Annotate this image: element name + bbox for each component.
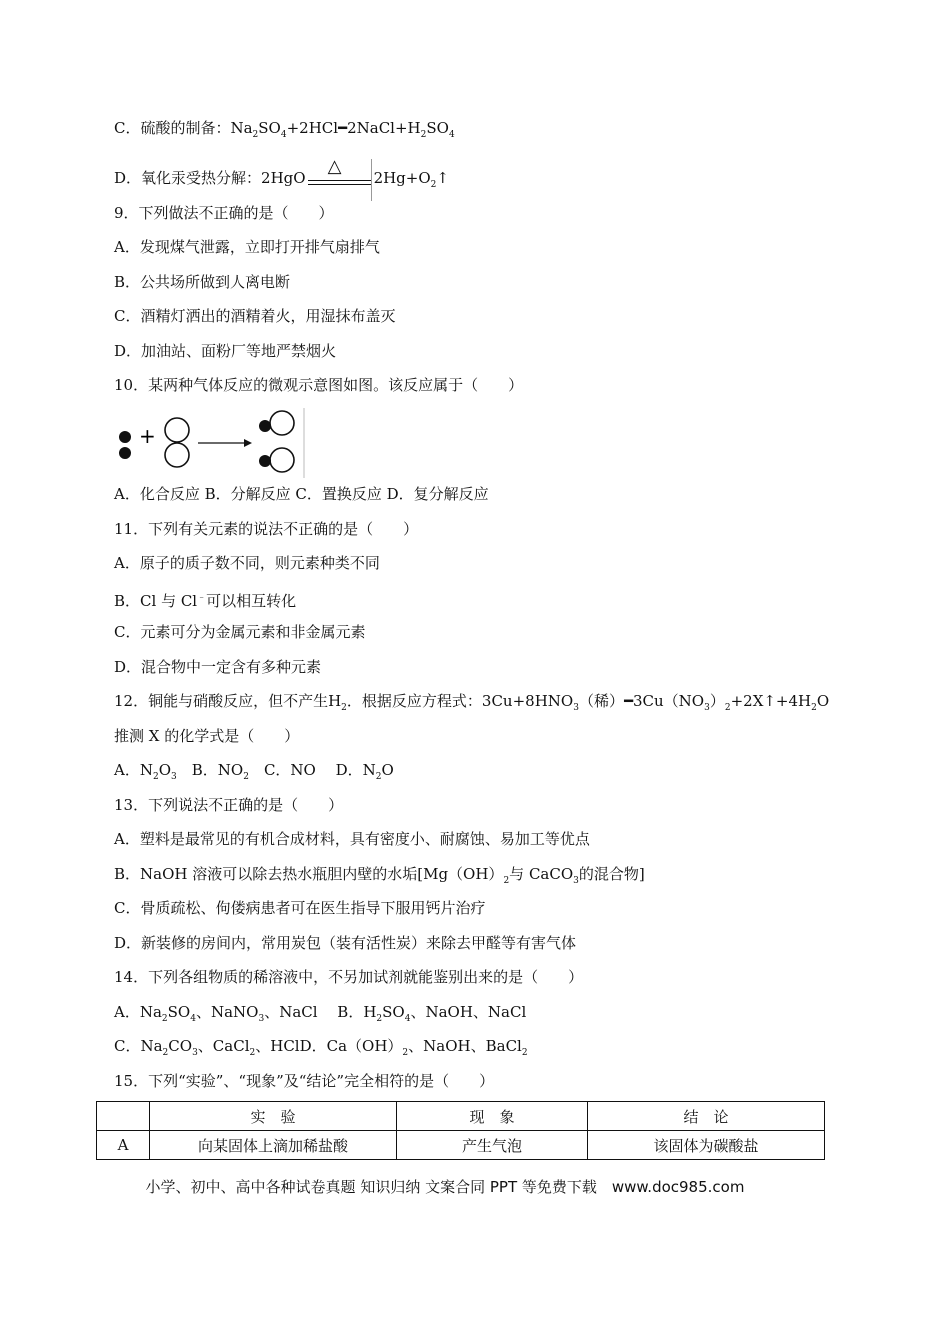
table-cell: 向某固体上滴加稀盐酸 [150,1131,397,1160]
q9-option-d: D．加油站、面粉厂等地严禁烟火 [114,342,337,360]
q13-option-a: A．塑料是最常见的有机合成材料，具有密度小、耐腐蚀、易加工等优点 [114,830,590,848]
q12-stem: 12．铜能与硝酸反应，但不产生$H_2$．根据反应方程式：$3Cu+8HNO_3$（稀）$━3Cu(NO_3)_2+2X↑+4H_2O$ [114,692,830,713]
q11-option-c: C．元素可分为金属元素和非金属元素 [114,623,366,641]
plus-sign: + [139,424,156,448]
table-header-cell [97,1102,150,1131]
table-cell: A [97,1131,150,1160]
q14-options-ab: A．$Na_2SO_4$、NaNO$_3$、NaCl B．$H_2SO_4$、NaOH、NaCl [114,1003,527,1024]
q10-stem: 10．某两种气体反应的微观示意图如图。该反应属于（ ） [114,376,524,394]
q9-option-b: B．公共场所做到人离电断 [114,273,291,291]
q13-option-c: C．骨质疏松、佝偻病患者可在医生指导下服用钙片治疗 [114,899,486,917]
table-row [97,1131,825,1160]
q9-option-a: A．发现煤气泄露，立即打开排气扇排气 [114,238,380,256]
q11-stem: 11．下列有关元素的说法不正确的是（ ） [114,520,419,538]
q12-stem-line2: 推测 X 的化学式是（ ） [114,727,300,745]
page-footer: 小学、初中、高中各种试卷真题 知识归纳 文案合同 PPT 等免费下载 www.doc985.com [145,1178,745,1196]
table-header-cell: 实 验 [150,1102,397,1131]
reaction-diagram [114,406,306,478]
q8-option-d: D．氧化汞受热分解：2HgO △ $2Hg+O_2↑$ [114,156,449,200]
table-header-row [97,1102,825,1131]
q14-stem: 14．下列各组物质的稀溶液中，不另加试剂就能鉴别出来的是（ ） [114,968,584,986]
q9-option-c: C．酒精灯洒出的酒精着火，用湿抹布盖灭 [114,307,396,325]
q9-stem: 9．下列做法不正确的是（ ） [114,204,334,222]
q13-stem: 13．下列说法不正确的是（ ） [114,796,344,814]
q11-option-a: A．原子的质子数不同，则元素种类不同 [114,554,380,572]
table-cell: 该固体为碳酸盐 [588,1131,825,1160]
q13-option-b: B．NaOH 溶液可以除去热水瓶胆内壁的水垢[$Mg(OH)_2$与 CaCO$_3$的混合物] [114,865,645,886]
q13-option-d: D．新装修的房间内，常用炭包（装有活性炭）来除去甲醛等有害气体 [114,934,577,952]
heating-equals-sign: △ [308,157,372,201]
q10-options: A．化合反应 B．分解反应 C．置换反应 D．复分解反应 [114,485,489,503]
table-header-cell: 现 象 [397,1102,588,1131]
q8-option-c: C．硫酸的制备：$Na_2SO_4+2HCl━2NaCl+H_2SO_4$ [114,119,455,140]
q14-options-cd: C．$Na_2CO_3$、CaCl$_2$、HClD．$Ca(OH)_2$、NaOH、BaCl$_2$ [114,1037,528,1058]
q15-stem: 15．下列“实验”、“现象”及“结论”完全相符的是（ ） [114,1072,495,1090]
table-header-cell: 结 论 [588,1102,825,1131]
q11-option-b: B．Cl 与 Cl﹣可以相互转化 [114,592,297,610]
q11-option-d: D．混合物中一定含有多种元素 [114,658,322,676]
experiment-table [96,1101,825,1160]
table-cell: 产生气泡 [397,1131,588,1160]
q12-options: A．$N_2O_3$ B．$NO_2$ C．NO D．$N_2O$ [114,761,394,782]
